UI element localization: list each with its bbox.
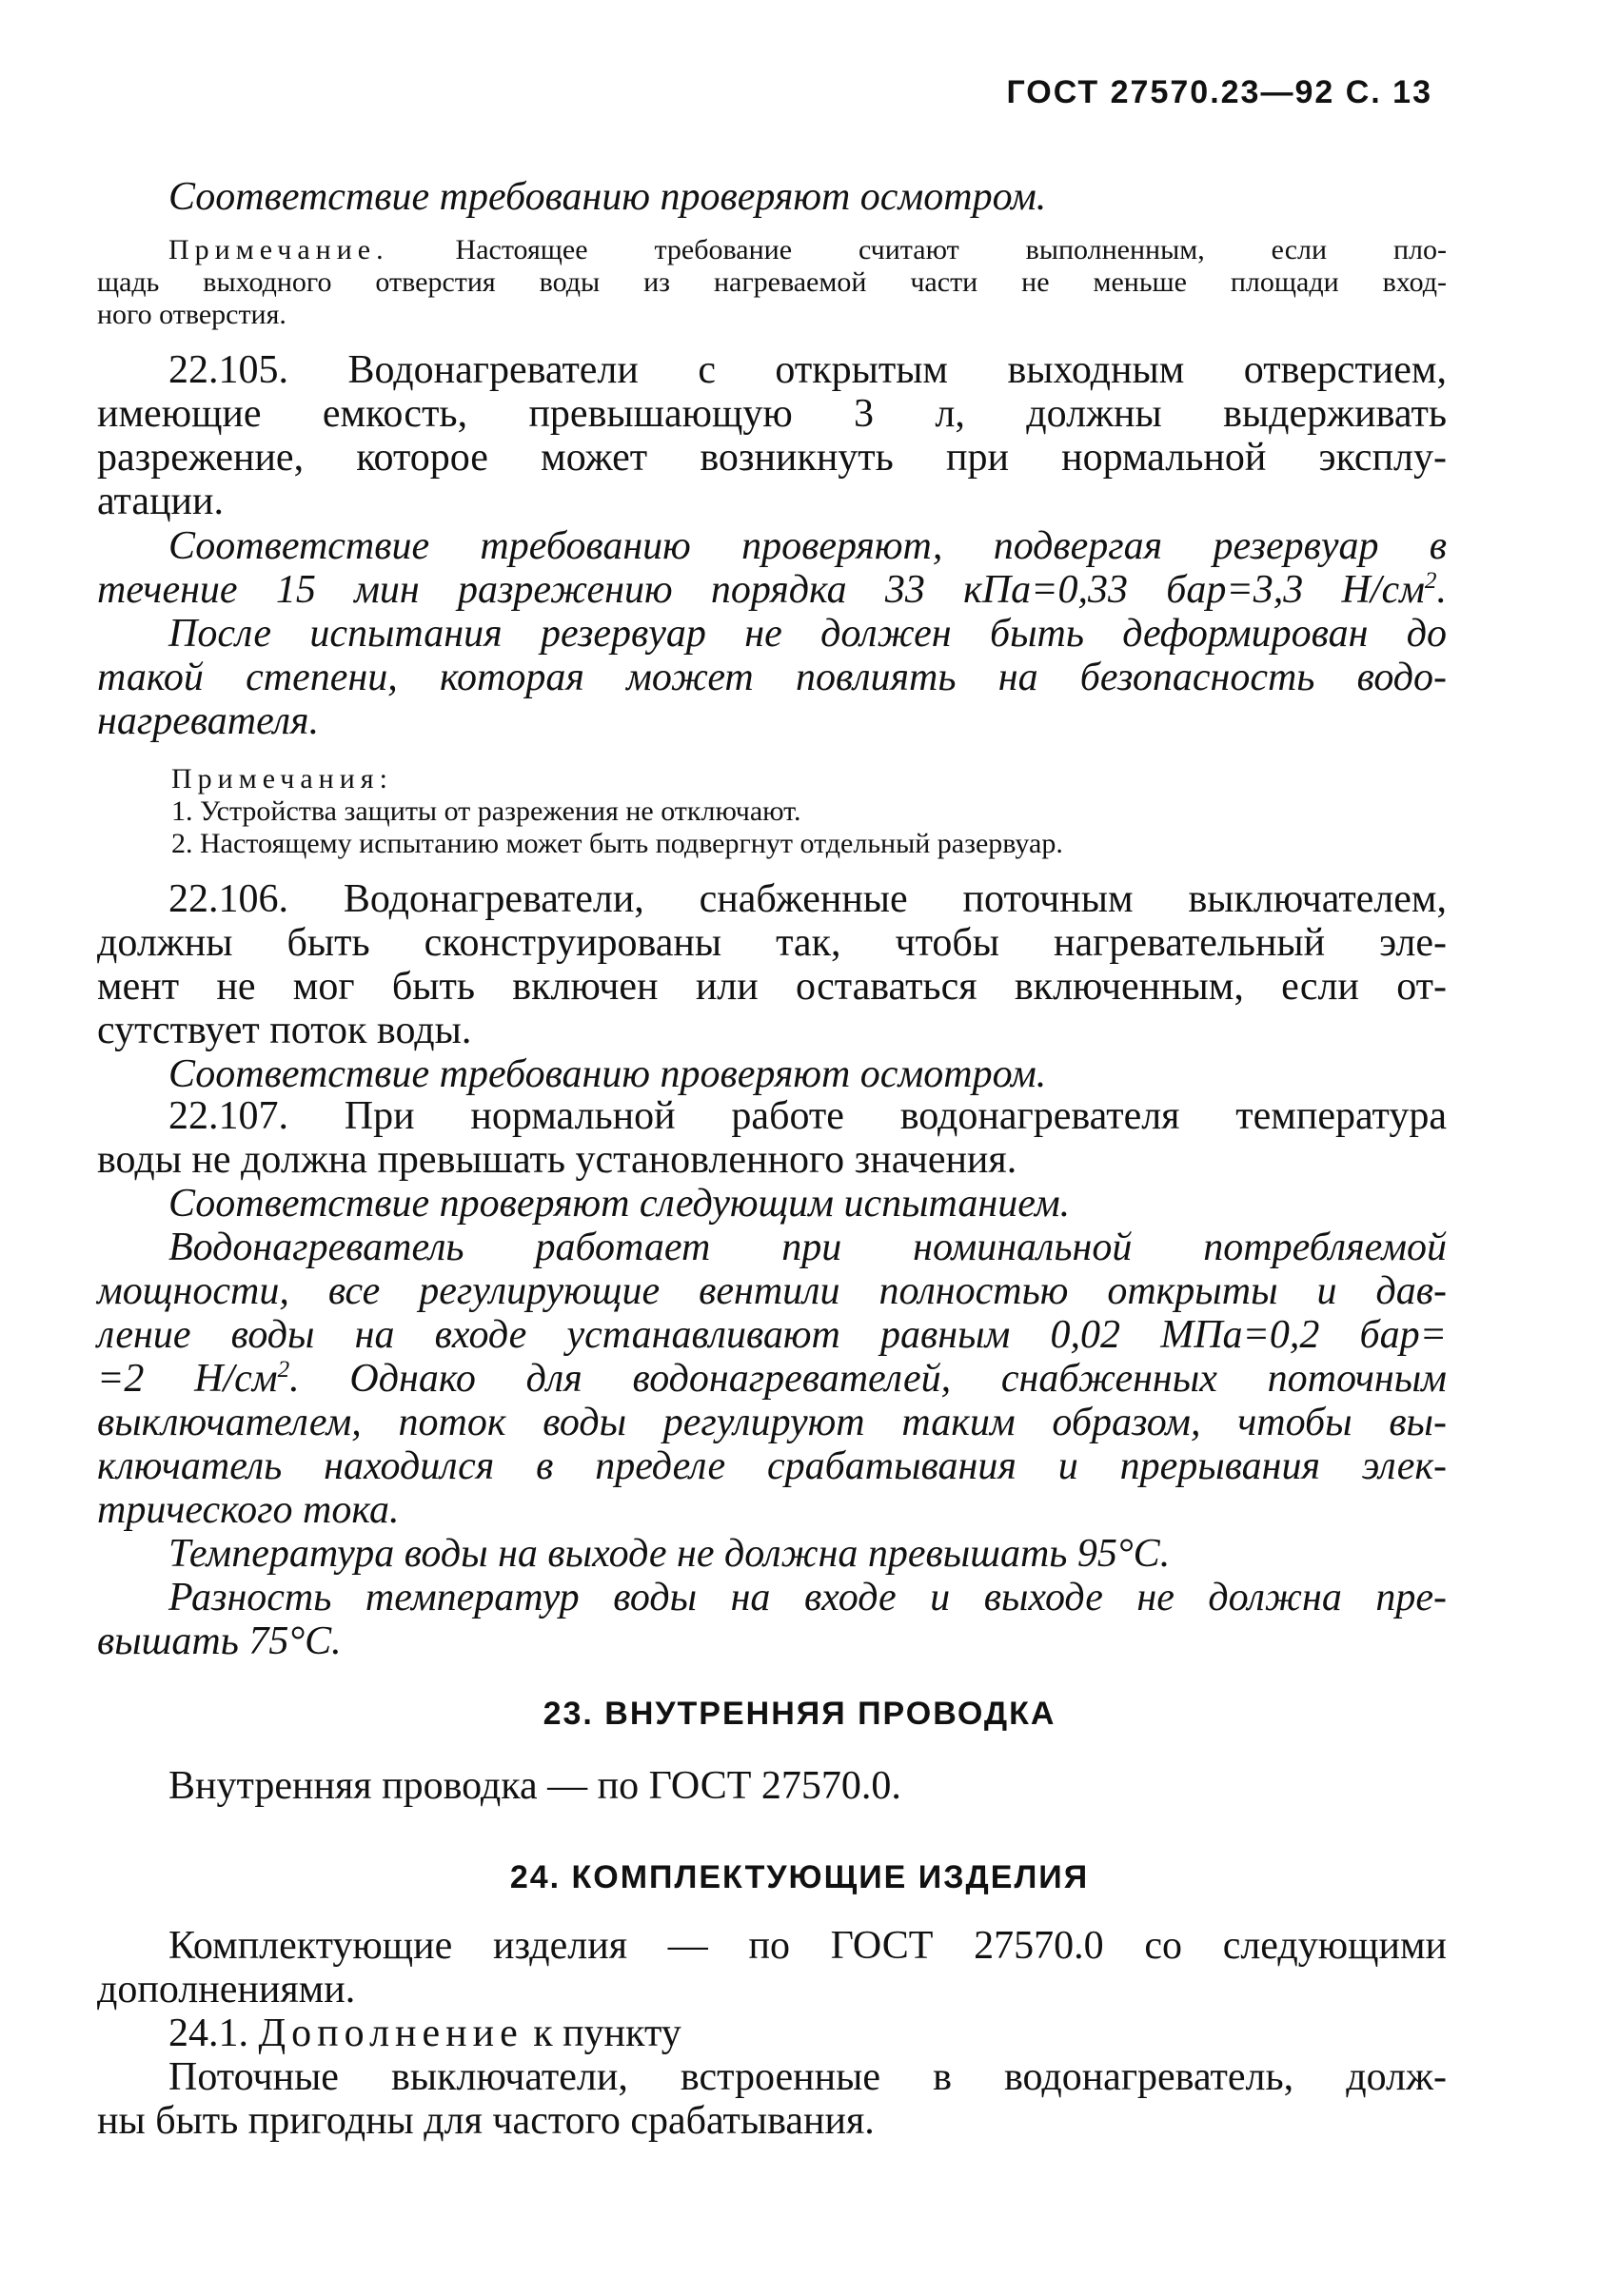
clause-22-107: [97, 1094, 1447, 1663]
text-line: Комплектующие изделия — по ГОСТ 27570.0 со следующими: [168, 1924, 1447, 1968]
text-line: Температура воды на выходе не должна превышать 95°С.: [168, 1532, 1171, 1576]
text-line: 24.1. Дополнение к пункту: [168, 2011, 681, 2055]
text-line: =2 $Н/см^2$. Однако для водонагревателей, снабженных поточным: [97, 1357, 1447, 1401]
section-24-title: 24. КОМПЛЕКТУЮЩИЕ ИЗДЕЛИЯ: [509, 1859, 1090, 1895]
text-line: разрежение, которое может возникнуть при нормальной эксплу-: [97, 436, 1447, 480]
note-line: ного отверстия.: [97, 299, 286, 330]
text-line: имеющие емкость, превышающую 3 л, должны выдерживать: [97, 392, 1447, 436]
section-23-title: 23. ВНУТРЕННЯЯ ПРОВОДКА: [543, 1696, 1056, 1732]
text-line: Соответствие требованию проверяют осмотром.: [168, 1052, 1047, 1096]
text-line: ление воды на входе устанавливают равным 0,02 МПа=0,2 бар=: [97, 1313, 1447, 1357]
text-line: течение 15 мин разрежению порядка 33 кПа=0,33 бар=3,3 $Н/см^2$.: [97, 568, 1447, 612]
text-line: ны быть пригодны для частого срабатывания.: [97, 2099, 875, 2143]
section-23-text: [97, 1764, 1518, 1808]
text-line: 22.106. Водонагреватели, снабженные поточным выключателем,: [168, 877, 1447, 921]
text-line: ключатель находился в пределе срабатывания и прерывания элек-: [97, 1444, 1447, 1488]
text-line: Внутренняя проводка — по ГОСТ 27570.0.: [168, 1764, 901, 1808]
text-line: нагревателя.: [97, 699, 320, 743]
text-line: вышать 75°С.: [97, 1619, 342, 1663]
emphasis-spaced: Дополнение: [258, 2011, 523, 2055]
section-24-body: [97, 1924, 1447, 2143]
clause-22-106: [97, 877, 1447, 1096]
text-line: 22.107. При нормальной работе водонагревателя температура: [168, 1094, 1447, 1138]
text-line: мент не мог быть включен или оставаться включенным, если от-: [97, 965, 1447, 1009]
text-line: выключателем, поток воды регулируют таким образом, чтобы вы-: [97, 1401, 1447, 1444]
text-line: дополнениями.: [97, 1968, 356, 2011]
text-line: должны быть сконструированы так, чтобы нагревательный эле-: [97, 921, 1447, 965]
text-line: После испытания резервуар не должен быть деформирован до: [168, 612, 1447, 656]
clause-22-105-check: [97, 524, 1447, 743]
note-1: [97, 234, 1447, 331]
text-line: Водонагреватель работает при номинальной потребляемой: [168, 1226, 1447, 1269]
text-line: Разность температур воды на входе и выходе не должна пре-: [168, 1576, 1447, 1619]
text-line: сутствует поток воды.: [97, 1009, 472, 1052]
note-item: 1. Устройства защиты от разрежения не отключают.: [171, 795, 801, 827]
notes-2: [97, 763, 1447, 860]
note-lead: Примечание.: [168, 234, 389, 265]
text-line: трического тока.: [97, 1488, 400, 1532]
text-line: атации.: [97, 480, 224, 523]
page-header: ГОСТ 27570.23—92 С. 13: [1006, 74, 1432, 110]
text-line: Соответствие проверяют следующим испытанием.: [168, 1182, 1071, 1226]
text-line: 22.105. Водонагреватели с открытым выходным отверстием,: [168, 348, 1447, 392]
clause-22-105: [97, 348, 1447, 523]
notes-title: Примечания:: [171, 763, 393, 795]
note-line: щадь выходного отверстия воды из нагреваемой части не меньше площади вход-: [97, 266, 1447, 298]
text-line: мощности, все регулирующие вентили полностью открыты и дав-: [97, 1269, 1447, 1313]
text-line: такой степени, которая может повлиять на безопасность водо-: [97, 656, 1447, 699]
text-line: Поточные выключатели, встроенные в водонагреватель, долж-: [168, 2055, 1447, 2099]
note-line: Примечание. Настоящее требование считают выполненным, если пло-: [168, 234, 1447, 265]
paragraph-check-inspection: [97, 175, 1518, 219]
text-line: Соответствие требованию проверяют, подвергая резервуар в: [168, 524, 1447, 568]
text-line: Соответствие требованию проверяют осмотром.: [168, 175, 1047, 219]
note-item: 2. Настоящему испытанию может быть подвергнут отдельный разервуар.: [171, 828, 1063, 859]
text-line: воды не должна превышать установленного значения.: [97, 1138, 1017, 1182]
